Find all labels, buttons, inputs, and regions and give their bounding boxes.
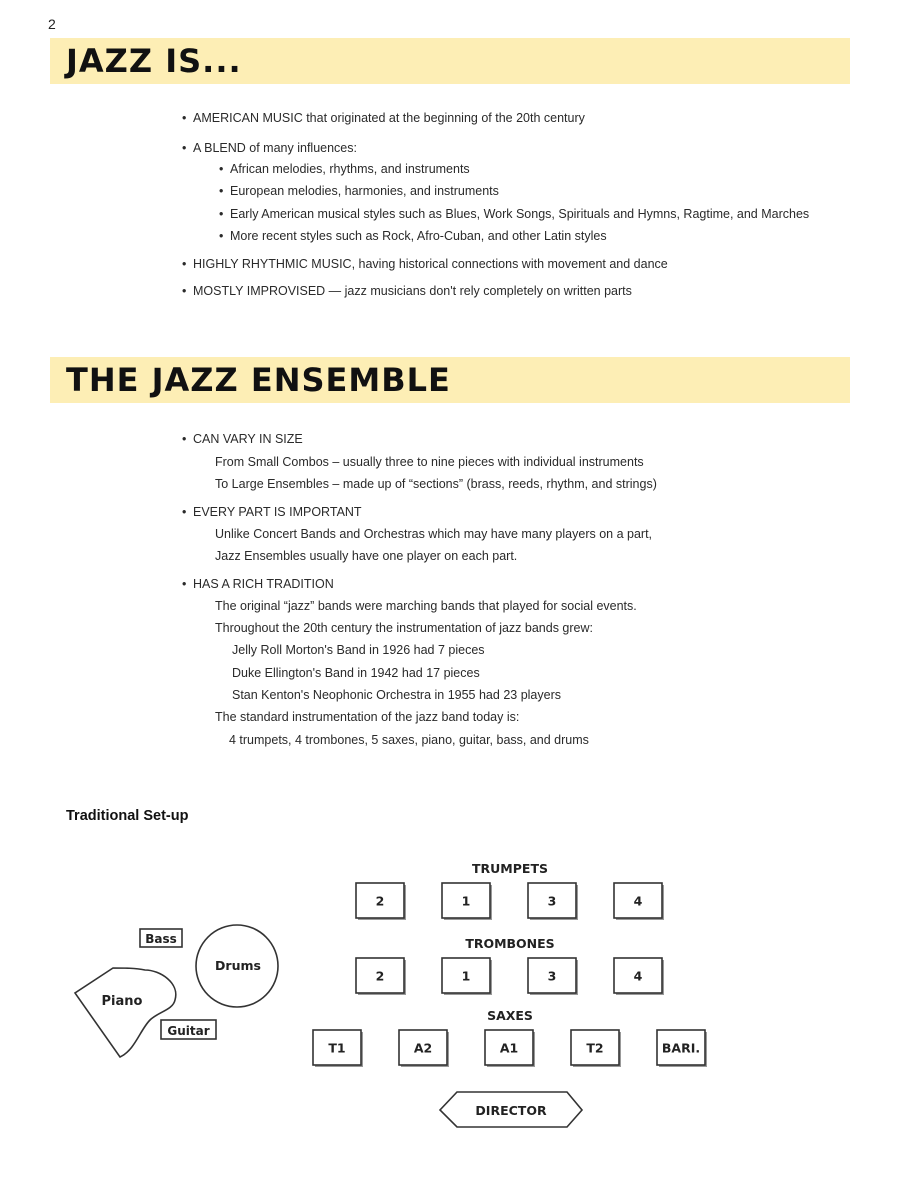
trumpet-row xyxy=(356,883,664,920)
trombone-seat-label: 1 xyxy=(461,968,471,984)
section-title-jazz-ensemble: THE JAZZ ENSEMBLE xyxy=(66,361,451,399)
setup-label: Traditional Set-up xyxy=(66,808,189,824)
trumpet-seat-label: 4 xyxy=(633,893,643,909)
sax-seat-label: T2 xyxy=(586,1040,604,1056)
list-heading: • EVERY PART IS IMPORTANT xyxy=(182,505,362,519)
director-label: DIRECTOR xyxy=(475,1103,547,1118)
drums-label: Drums xyxy=(215,958,261,973)
trombone-seat-label: 3 xyxy=(547,968,557,984)
example-line: Jelly Roll Morton's Band in 1926 had 7 pieces xyxy=(232,643,485,657)
list-line: The original “jazz” bands were marching bands that played for social events. xyxy=(215,599,637,613)
bass-label: Bass xyxy=(145,932,177,946)
sax-seat-label: T1 xyxy=(328,1040,346,1056)
list-line: Jazz Ensembles usually have one player on each part. xyxy=(215,549,518,563)
section-title-jazz-is: JAZZ IS... xyxy=(66,42,242,80)
trumpet-seat-label: 2 xyxy=(375,893,385,909)
jazz-ensemble-banner xyxy=(50,357,850,403)
sub-list-item: • Early American musical styles such as Blues, Work Songs, Spirituals and Hymns, Ragtime, and Marches xyxy=(219,207,809,221)
trombone-seat-label: 4 xyxy=(633,968,643,984)
list-line: 4 trumpets, 4 trombones, 5 saxes, piano, guitar, bass, and drums xyxy=(229,733,589,747)
list-item: • MOSTLY IMPROVISED — jazz musicians don't rely completely on written parts xyxy=(182,284,632,298)
sub-list-item: • African melodies, rhythms, and instruments xyxy=(219,162,470,176)
list-item: • AMERICAN MUSIC that originated at the beginning of the 20th century xyxy=(182,111,585,125)
sax-seat-label: BARI. xyxy=(661,1040,701,1056)
example-line: Duke Ellington's Band in 1942 had 17 pieces xyxy=(232,666,480,680)
list-heading: • HAS A RICH TRADITION xyxy=(182,577,334,591)
sax-row xyxy=(313,1030,707,1067)
sax-seat-label: A2 xyxy=(413,1040,433,1056)
piano-shape xyxy=(75,968,176,1057)
piano-label: Piano xyxy=(101,994,143,1009)
list-line: From Small Combos – usually three to nine pieces with individual instruments xyxy=(215,455,644,469)
trumpet-seat-label: 1 xyxy=(461,893,471,909)
page-number: 2 xyxy=(48,16,56,32)
trombone-row xyxy=(356,958,664,995)
list-line: Unlike Concert Bands and Orchestras which may have many players on a part, xyxy=(215,527,653,541)
sub-list-item: • More recent styles such as Rock, Afro-Cuban, and other Latin styles xyxy=(219,229,607,243)
example-line: Stan Kenton's Neophonic Orchestra in 1955 had 23 players xyxy=(232,688,561,702)
trombone-seat-label: 2 xyxy=(375,968,385,984)
sub-list-item: • European melodies, harmonies, and instruments xyxy=(219,184,499,198)
saxes-label: SAXES xyxy=(487,1008,533,1023)
ensemble-setup-diagram xyxy=(0,840,900,1200)
list-heading: • CAN VARY IN SIZE xyxy=(182,432,303,446)
list-item: • HIGHLY RHYTHMIC MUSIC, having historical connections with movement and dance xyxy=(182,257,668,271)
list-item: • A BLEND of many influences: xyxy=(182,141,357,155)
list-line: To Large Ensembles – made up of “sections” (brass, reeds, rhythm, and strings) xyxy=(215,477,657,491)
list-line: The standard instrumentation of the jazz band today is: xyxy=(215,710,520,724)
trumpet-seat-label: 3 xyxy=(547,893,557,909)
list-line: Throughout the 20th century the instrumentation of jazz bands grew: xyxy=(215,621,594,635)
jazz-is-banner xyxy=(50,38,850,84)
trumpets-label: TRUMPETS xyxy=(472,861,548,876)
trombones-label: TROMBONES xyxy=(465,936,555,951)
sax-seat-label: A1 xyxy=(499,1040,519,1056)
guitar-label: Guitar xyxy=(167,1024,210,1038)
